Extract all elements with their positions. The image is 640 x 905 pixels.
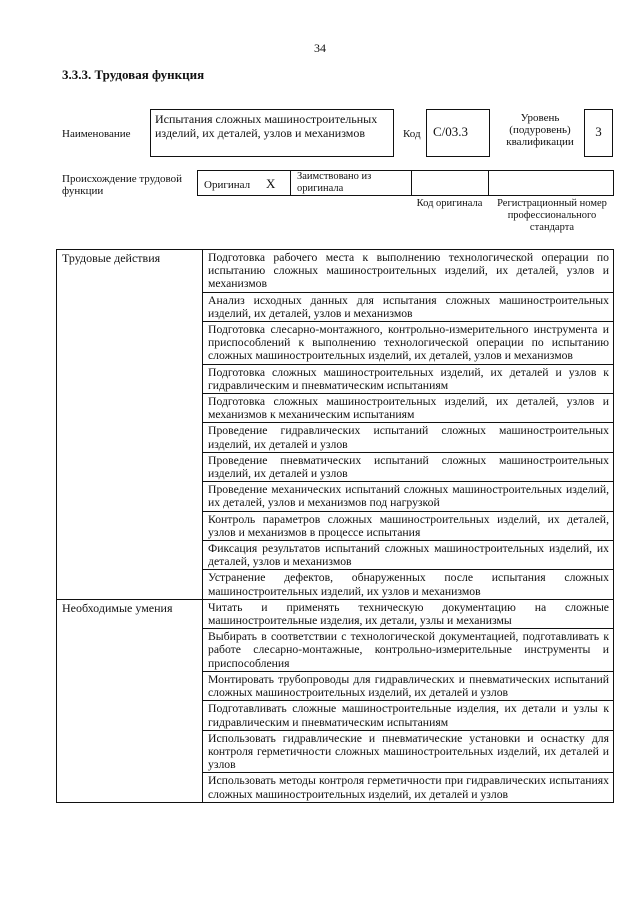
page-number: 34 — [314, 41, 326, 55]
labor-actions-heading: Трудовые действия — [57, 250, 203, 600]
borrowed-label: Заимствовано из оригинала — [297, 171, 372, 194]
labor-action-item: Анализ исходных данных для испытания сложных машиностроительных изделий, их деталей, узлов и механизмов — [203, 292, 614, 321]
function-details-table — [56, 249, 614, 803]
name-label: Наименование — [62, 128, 131, 140]
origin-label: Происхождение трудовой функции — [62, 173, 183, 197]
level-box: 3 — [584, 109, 613, 157]
skill-item: Монтировать трубопроводы для гидравлических и пневматических испытаний сложных машиностроительных изделий, их деталей и узлов — [203, 671, 614, 700]
code-label: Код — [403, 128, 421, 140]
skill-item: Использовать методы контроля герметичности при гидравлических испытаниях сложных машиностроительных изделий, их деталей и узлов — [203, 773, 614, 802]
required-skills-heading: Необходимые умения — [57, 599, 203, 802]
table-row — [57, 599, 614, 628]
original-mark: X — [266, 176, 276, 191]
original-label: Оригинал — [204, 179, 251, 191]
skill-item: Читать и применять техническую документацию на сложные машиностроительные изделия, их детали, узлы и механизмы — [203, 599, 614, 628]
regnum-caption: Регистрационный номер профессионального стандарта — [497, 198, 607, 233]
level-label: Уровень (подуровень) квалификации — [506, 112, 574, 148]
original-code-caption: Код оригинала — [416, 198, 483, 209]
labor-action-item: Подготовка сложных машиностроительных изделий, их деталей, узлов и механизмов к механическим испытаниям — [203, 394, 614, 423]
table-row — [57, 250, 614, 293]
labor-action-item: Фиксация результатов испытаний сложных машиностроительных изделий, их деталей, узлов и механизмов — [203, 541, 614, 570]
labor-action-item: Проведение механических испытаний сложных машиностроительных изделий, их деталей, узлов и механизмов под нагрузкой — [203, 482, 614, 511]
function-code-box: С/03.3 — [426, 109, 490, 157]
function-name-box: Испытания сложных машиностроительных изделий, их деталей, узлов и механизмов — [150, 109, 394, 157]
skill-item: Выбирать в соответствии с технологической документацией, подготавливать к работе слесарно-монтажные, контрольно-измерительные инструменты и приспособления — [203, 629, 614, 672]
skill-item: Использовать гидравлические и пневматические установки и оснастку для контроля герметичности сложных машиностроительных изделий, их деталей и узлов — [203, 730, 614, 773]
labor-action-item: Проведение пневматических испытаний сложных машиностроительных изделий, их деталей и узлов — [203, 452, 614, 481]
section-title: 3.3.3. Трудовая функция — [62, 67, 205, 82]
skill-item: Подготавливать сложные машиностроительные изделия, их детали и узлы к гидравлическим и пневматическим испытаниям — [203, 701, 614, 730]
labor-action-item: Проведение гидравлических испытаний сложных машиностроительных изделий, их деталей и узлов — [203, 423, 614, 452]
labor-action-item: Подготовка рабочего места к выполнению технологической операции по испытанию сложных машиностроительных изделий, их деталей, узлов и механизмов — [203, 250, 614, 293]
labor-action-item: Устранение дефектов, обнаруженных после испытания сложных машиностроительных изделий, их узлов и механизмов — [203, 570, 614, 599]
labor-action-item: Контроль параметров сложных машиностроительных изделий, их деталей, узлов и механизмов в процессе испытания — [203, 511, 614, 540]
labor-action-item: Подготовка слесарно-монтажного, контрольно-измерительного инструмента и приспособлений к выполнению технологической операции по испытанию сложных машиностроительных изделий, их деталей, узлов и механизмов — [203, 322, 614, 365]
labor-action-item: Подготовка сложных машиностроительных изделий, их деталей и узлов к гидравлическим и пневматическим испытаниям — [203, 364, 614, 393]
